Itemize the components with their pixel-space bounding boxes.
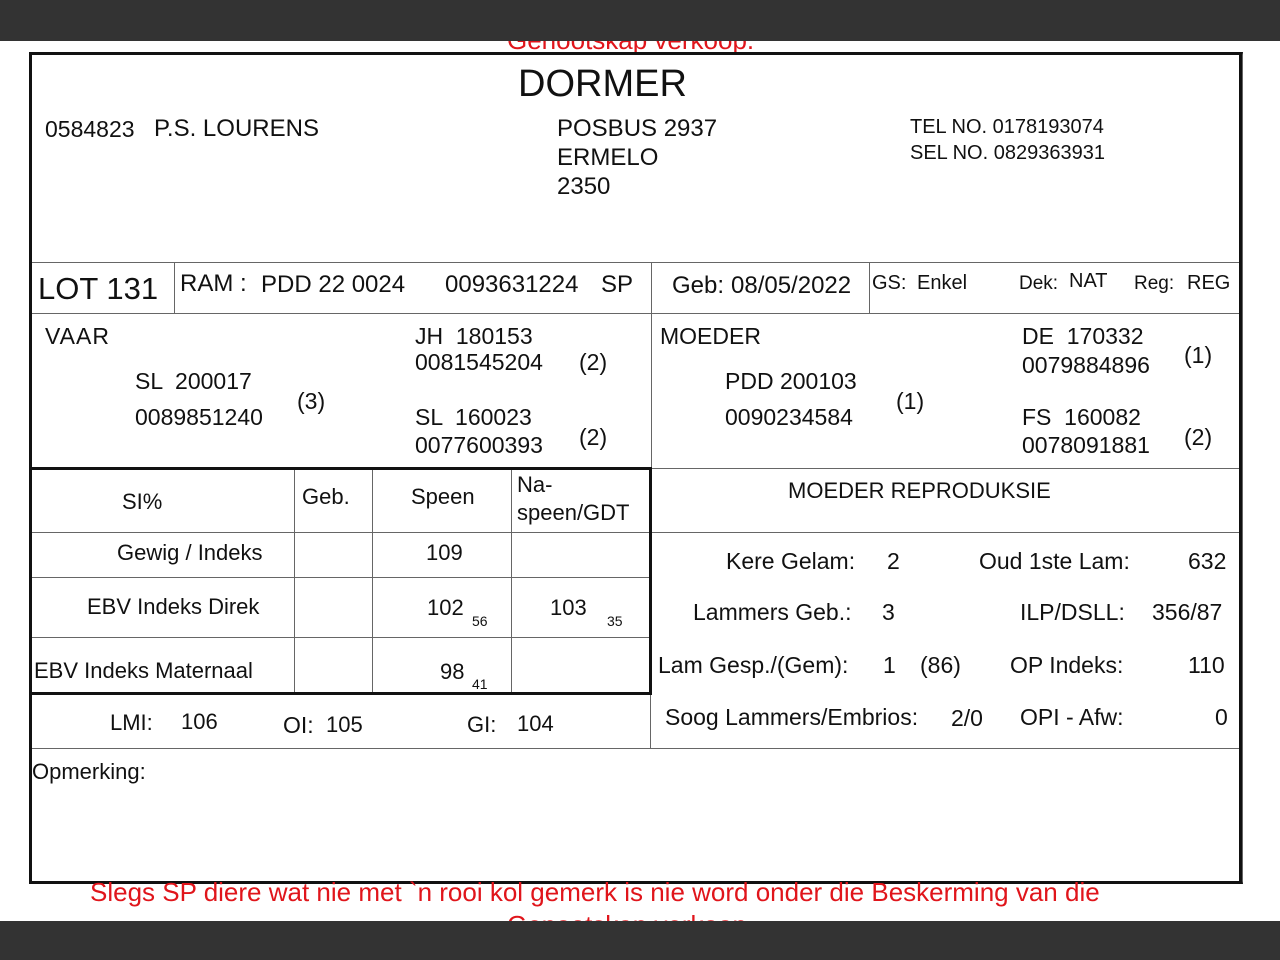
sire-id: SL 200017 <box>135 368 252 394</box>
si-header-naspeen-2: speen/GDT <box>517 500 630 525</box>
lot-card-right-edge <box>1239 52 1242 882</box>
si-row-naspeen: 103 <box>550 595 587 620</box>
breeder-address-2: ERMELO <box>557 144 659 171</box>
si-col-divider-1 <box>294 470 295 692</box>
breeder-address-1: POSBUS 2937 <box>557 115 718 142</box>
kere-label: Kere Gelam: <box>726 548 856 574</box>
bottom-dark-bar-overlay <box>0 921 1280 960</box>
dam-granddam-count: (2) <box>1184 424 1213 450</box>
si-row1-line <box>32 577 651 578</box>
opi-label: OPI - Afw: <box>1020 704 1124 730</box>
gesp-label: Lam Gesp./(Gem): <box>658 652 849 678</box>
remarks-label: Opmerking: <box>32 759 146 784</box>
gesp-value: 1 <box>883 652 896 678</box>
gi-value: 104 <box>517 711 554 736</box>
ilp-value: 356/87 <box>1152 599 1223 625</box>
sire-count: (3) <box>297 388 326 414</box>
oud-value: 632 <box>1188 548 1227 574</box>
repro-heading: MOEDER REPRODUKSIE <box>788 478 1051 503</box>
si-row2-line <box>32 637 651 638</box>
birth-label: Geb: <box>672 272 725 299</box>
dek-value: NAT <box>1069 270 1108 292</box>
reg-label: Reg: <box>1134 273 1175 294</box>
si-header-line <box>32 532 1239 533</box>
repro-left-border <box>650 695 651 748</box>
si-row-speen-sub: 56 <box>472 613 488 629</box>
breeder-tel: TEL NO. 0178193074 <box>910 116 1104 138</box>
oud-label: Oud 1ste Lam: <box>979 548 1130 574</box>
reg-value: REG <box>1187 272 1231 294</box>
si-row-label: EBV Indeks Direk <box>87 594 260 619</box>
soog-label: Soog Lammers/Embrios: <box>665 704 919 730</box>
si-table-bottom-line <box>32 692 652 695</box>
dam-granddam-id: FS 160082 <box>1022 404 1141 430</box>
oi-value: 105 <box>326 712 363 737</box>
dam-heading: MOEDER <box>660 323 761 349</box>
oi-label: OI: <box>283 712 314 738</box>
breed-title: DORMER <box>518 63 687 105</box>
dam-number: 0090234584 <box>725 404 853 430</box>
si-row-speen: 109 <box>426 540 463 565</box>
lmi-label: LMI: <box>110 710 153 735</box>
lot-divider-2 <box>651 262 652 468</box>
ram-number: 0093631224 <box>445 271 579 298</box>
sire-heading: VAAR <box>45 323 110 349</box>
ram-id: PDD 22 0024 <box>261 271 406 298</box>
ilp-label: ILP/DSLL: <box>1020 599 1125 625</box>
op-label: OP Indeks: <box>1010 652 1124 678</box>
lot-number: LOT 131 <box>38 271 159 306</box>
lot-row-top-line <box>32 262 1239 263</box>
si-row-speen: 102 <box>427 595 464 620</box>
sire-grandsire-number: 0081545204 <box>415 349 543 375</box>
lot-row-bottom-line <box>32 313 1239 314</box>
si-row-naspeen-sub: 35 <box>607 613 623 629</box>
dek-label: Dek: <box>1019 273 1059 294</box>
top-dark-bar-overlay <box>0 0 1280 41</box>
dam-id: PDD 200103 <box>725 368 857 394</box>
lot-divider-1 <box>174 262 175 313</box>
sire-granddam-id: SL 160023 <box>415 404 532 430</box>
sire-granddam-number: 0077600393 <box>415 432 543 458</box>
si-row-speen-sub: 41 <box>472 676 488 692</box>
gs-label: GS: <box>872 272 907 294</box>
breeder-cell: SEL NO. 0829363931 <box>910 142 1105 164</box>
si-col-divider-3 <box>511 470 512 692</box>
si-row-label: EBV Indeks Maternaal <box>34 658 253 683</box>
gi-label: GI: <box>467 712 497 737</box>
si-header-si: SI% <box>122 489 163 514</box>
dam-grandsire-number: 0079884896 <box>1022 352 1150 378</box>
lammers-value: 3 <box>882 599 895 625</box>
dam-granddam-number: 0078091881 <box>1022 432 1150 458</box>
lammers-label: Lammers Geb.: <box>693 599 852 625</box>
ram-class: SP <box>601 271 634 298</box>
notice-bottom-line-1: Slegs SP diere wat nie met `n rooi kol gemerk is nie word onder die Beskerming van die <box>90 877 1100 907</box>
si-header-geb: Geb. <box>302 484 350 509</box>
lot-divider-3 <box>869 262 870 313</box>
breeder-name: P.S. LOURENS <box>154 115 319 142</box>
birth-date: 08/05/2022 <box>731 272 852 299</box>
dam-grandsire-count: (1) <box>1184 342 1213 368</box>
sire-granddam-count: (2) <box>579 424 608 450</box>
si-header-speen: Speen <box>411 484 475 509</box>
breeder-address-3: 2350 <box>557 173 611 200</box>
gs-value: Enkel <box>917 272 968 294</box>
lmi-value: 106 <box>181 709 218 734</box>
si-header-naspeen-1: Na- <box>517 472 553 497</box>
soog-value: 2/0 <box>951 705 983 731</box>
indices-bottom-line <box>32 748 1239 749</box>
si-row-label: Gewig / Indeks <box>117 540 263 565</box>
pedigree-right-bottom-line <box>652 468 1239 469</box>
kere-value: 2 <box>887 548 900 574</box>
sire-number: 0089851240 <box>135 404 263 430</box>
gesp-average: (86) <box>920 652 961 678</box>
op-value: 110 <box>1188 652 1225 678</box>
sire-grandsire-id: JH 180153 <box>415 323 533 349</box>
opi-value: 0 <box>1215 704 1228 730</box>
si-row-speen: 98 <box>440 659 465 684</box>
dam-grandsire-id: DE 170332 <box>1022 323 1144 349</box>
ram-label: RAM : <box>180 270 247 297</box>
si-table-top-line <box>32 467 652 470</box>
sire-grandsire-count: (2) <box>579 349 608 375</box>
breeder-number: 0584823 <box>45 116 135 142</box>
si-table-right-border <box>649 467 652 695</box>
si-col-divider-2 <box>372 470 373 692</box>
dam-count: (1) <box>896 388 925 414</box>
